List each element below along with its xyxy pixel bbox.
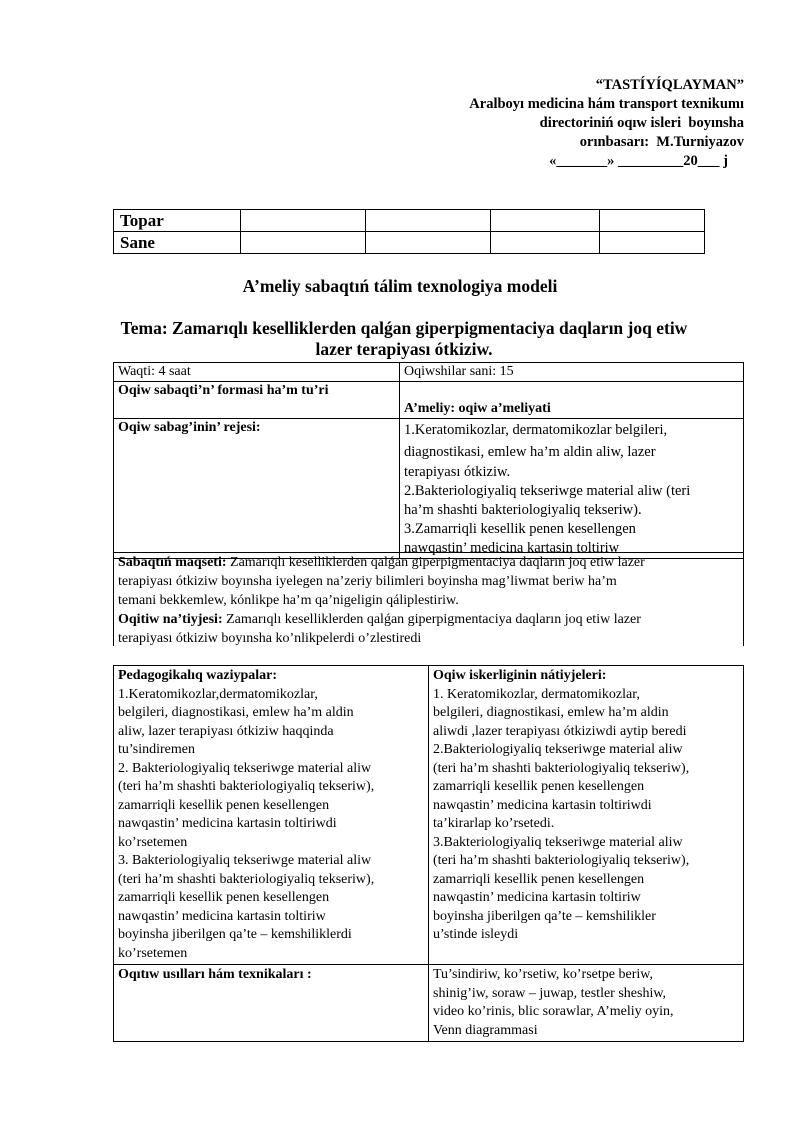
task-line: ko’rsetemen [118, 945, 188, 961]
plan-item: nawqastin’ medicina kartasin toltiriw [404, 540, 620, 556]
result-item: nawqastin’ medicina kartasin toltiriw [433, 890, 641, 905]
aim-text: Zamarıqlı keselliklerden qalǵan giperpigmentaciya daqların joq etiw lazer [226, 555, 645, 570]
model-title: A’meliy sabaqtıń tálim texnologiya modeli [242, 276, 558, 296]
approval-heading: “TASTÍYÍQLAYMAN” [595, 77, 744, 93]
result-item: aliwdi ,lazer terapiyası ótkiziwdi aytip beredi [433, 723, 687, 739]
group-cell [491, 210, 600, 232]
form-value-cell [400, 382, 744, 419]
plan-item: 3.Zamarriqli kesellik penen kesellengen [404, 521, 636, 537]
table-row [114, 363, 744, 382]
result-item: 1. Keratomikozlar, dermatomikozlar, [433, 686, 640, 702]
plan-cell [400, 419, 744, 559]
group-cell [600, 210, 705, 232]
result-item: (teri ha’m shashti bakteriologiyaliq tekseriw), [433, 760, 690, 776]
result-item: 2.Bakteriologiyaliq tekseriwge material aliw [433, 742, 683, 757]
table-row [114, 382, 744, 419]
result-line [118, 610, 739, 629]
lesson-info-table [113, 362, 744, 559]
plan-item: 1.Keratomikozlar, dermatomikozlar belgileri, [404, 422, 668, 438]
learning-results-cell [429, 666, 744, 965]
result-item: belgileri, diagnostikasi, emlew ha’m aldin [433, 705, 669, 720]
table-row [114, 666, 744, 965]
task-line: tu’sindiremen [118, 742, 195, 757]
result-item: zamarriqli kesellik penen kesellengen [433, 871, 645, 887]
result-text: Zamarıqlı keselliklerden qalǵan giperpigmentaciya daqların joq etiw lazer [222, 612, 641, 627]
table-row [114, 210, 705, 232]
task-line: (teri ha’m shashti bakteriologiyaliq tekseriw), [118, 871, 375, 887]
methods-label-cell: Oqıtıw usılları hám texnikaları : [114, 965, 429, 1042]
approval-line: directoriniń oqıw isleri boyınsha [539, 115, 744, 131]
task-line: zamarriqli kesellik penen kesellengen [118, 890, 330, 905]
group-cell [241, 210, 366, 232]
tasks-results-table [113, 665, 744, 1042]
group-cell [366, 210, 491, 232]
task-line: (teri ha’m shashti bakteriologiyaliq tekseriw), [118, 779, 375, 794]
result-item: u’stinde isleydi [433, 927, 519, 942]
result-item: boyinsha jiberilgen qa’te – kemshilikler [433, 908, 656, 924]
task-line: boyinsha jiberilgen qa’te – kemshiliklerdi [118, 927, 352, 942]
aim-line: terapiyası ótkiziw boyınsha iyelegen na’zeriy bilimleri boyinsha mag’liwmat beriw ha’m [118, 574, 617, 589]
task-line: 2. Bakteriologiyaliq tekseriwge material aliw [118, 760, 372, 776]
aim-line [118, 553, 739, 572]
date-cell [366, 232, 491, 254]
result-label: Oqitiw na’tiyjesi: [118, 612, 223, 627]
task-line: aliw, lazer terapiyası ótkiziw haqqinda [118, 723, 334, 739]
task-line: ko’rsetemen [118, 834, 188, 850]
date-cell [600, 232, 705, 254]
method-line: Venn diagrammasi [433, 1022, 538, 1038]
task-line: zamarriqli kesellik penen kesellengen [118, 797, 330, 813]
goals-block [113, 552, 744, 646]
time-cell: Waqti: 4 saat [114, 363, 400, 382]
plan-item: terapiyası ótkiziw. [404, 464, 511, 480]
task-line: belgileri, diagnostikasi, emlew ha’m aldin [118, 705, 354, 720]
method-line: video ko’rinis, blic sorawlar, A’meliy oyin, [433, 1004, 674, 1019]
methods-cell [429, 965, 744, 1042]
table-row [114, 232, 705, 254]
result-item: ta’kirarlap ko’rsetedi. [433, 816, 555, 831]
task-line: nawqastin’ medicina kartasin toltiriw [118, 908, 326, 924]
group-label: Topar [114, 210, 241, 232]
aim-line: temani bekkemlew, kónlikpe ha’m qa’nigeligin qáliplestiriw. [118, 593, 459, 608]
approval-line: Aralboyı medicina hám transport texnikumı [469, 96, 744, 112]
learning-results-header: Oqiw iskerliginin nátiyjeleri: [433, 668, 607, 683]
method-line: shinig’iw, soraw – juwap, testler sheshiw, [433, 985, 667, 1001]
aim-label: Sabaqtıń maqseti: [118, 555, 227, 570]
plan-label-cell: Oqiw sabag’inin’ rejesi: [114, 419, 400, 559]
date-label: Sane [114, 232, 241, 254]
task-line: 1.Keratomikozlar,dermatomikozlar, [118, 686, 318, 702]
approval-block [469, 76, 744, 171]
topic-heading: Tema: Zamarıqlı keselliklerden qalǵan giperpigmentaciya daqların joq etiw lazer terapiyası ótkiziw. [120, 318, 688, 359]
result-item: (teri ha’m shashti bakteriologiyaliq tekseriw), [433, 853, 690, 868]
pedagogical-tasks-cell [114, 666, 429, 965]
date-cell [491, 232, 600, 254]
result-item: zamarriqli kesellik penen kesellengen [433, 779, 645, 794]
group-date-table [113, 209, 705, 254]
task-line: 3. Bakteriologiyaliq tekseriwge material aliw [118, 853, 372, 868]
result-item: 3.Bakteriologiyaliq tekseriwge material aliw [433, 834, 683, 850]
form-label-cell: Oqiw sabaqti’n’ formasi ha’m tu’ri [114, 382, 400, 419]
table-row [114, 965, 744, 1042]
approval-line: orınbasarı: M.Turniyazov [579, 134, 744, 150]
students-cell: Oqiwshilar sani: 15 [400, 363, 744, 382]
plan-item: ha’m shashti bakteriologiyaliq tekseriw). [404, 502, 642, 518]
result-line: terapiyası ótkiziw boyınsha ko’nlikpelerdi o’zlestiredi [118, 631, 422, 646]
approval-date-line: «_______» _________20___ j [549, 153, 728, 169]
form-value: A’meliy: oqiw a’meliyati [404, 401, 551, 416]
task-line: nawqastin’ medicina kartasin toltiriwdi [118, 816, 337, 831]
pedagogical-tasks-header: Pedagogikalıq waziypalar: [118, 668, 278, 683]
plan-item: 2.Bakteriologiyaliq tekseriwge material aliw (teri [404, 483, 691, 499]
table-row [114, 419, 744, 559]
method-line: Tu’sindiriw, ko’rsetiw, ko’rsetpe beriw, [433, 967, 653, 982]
date-cell [241, 232, 366, 254]
plan-item: diagnostikasi, emlew ha’m aldin aliw, lazer [404, 444, 656, 460]
result-item: nawqastin’ medicina kartasin toltiriwdi [433, 797, 652, 813]
